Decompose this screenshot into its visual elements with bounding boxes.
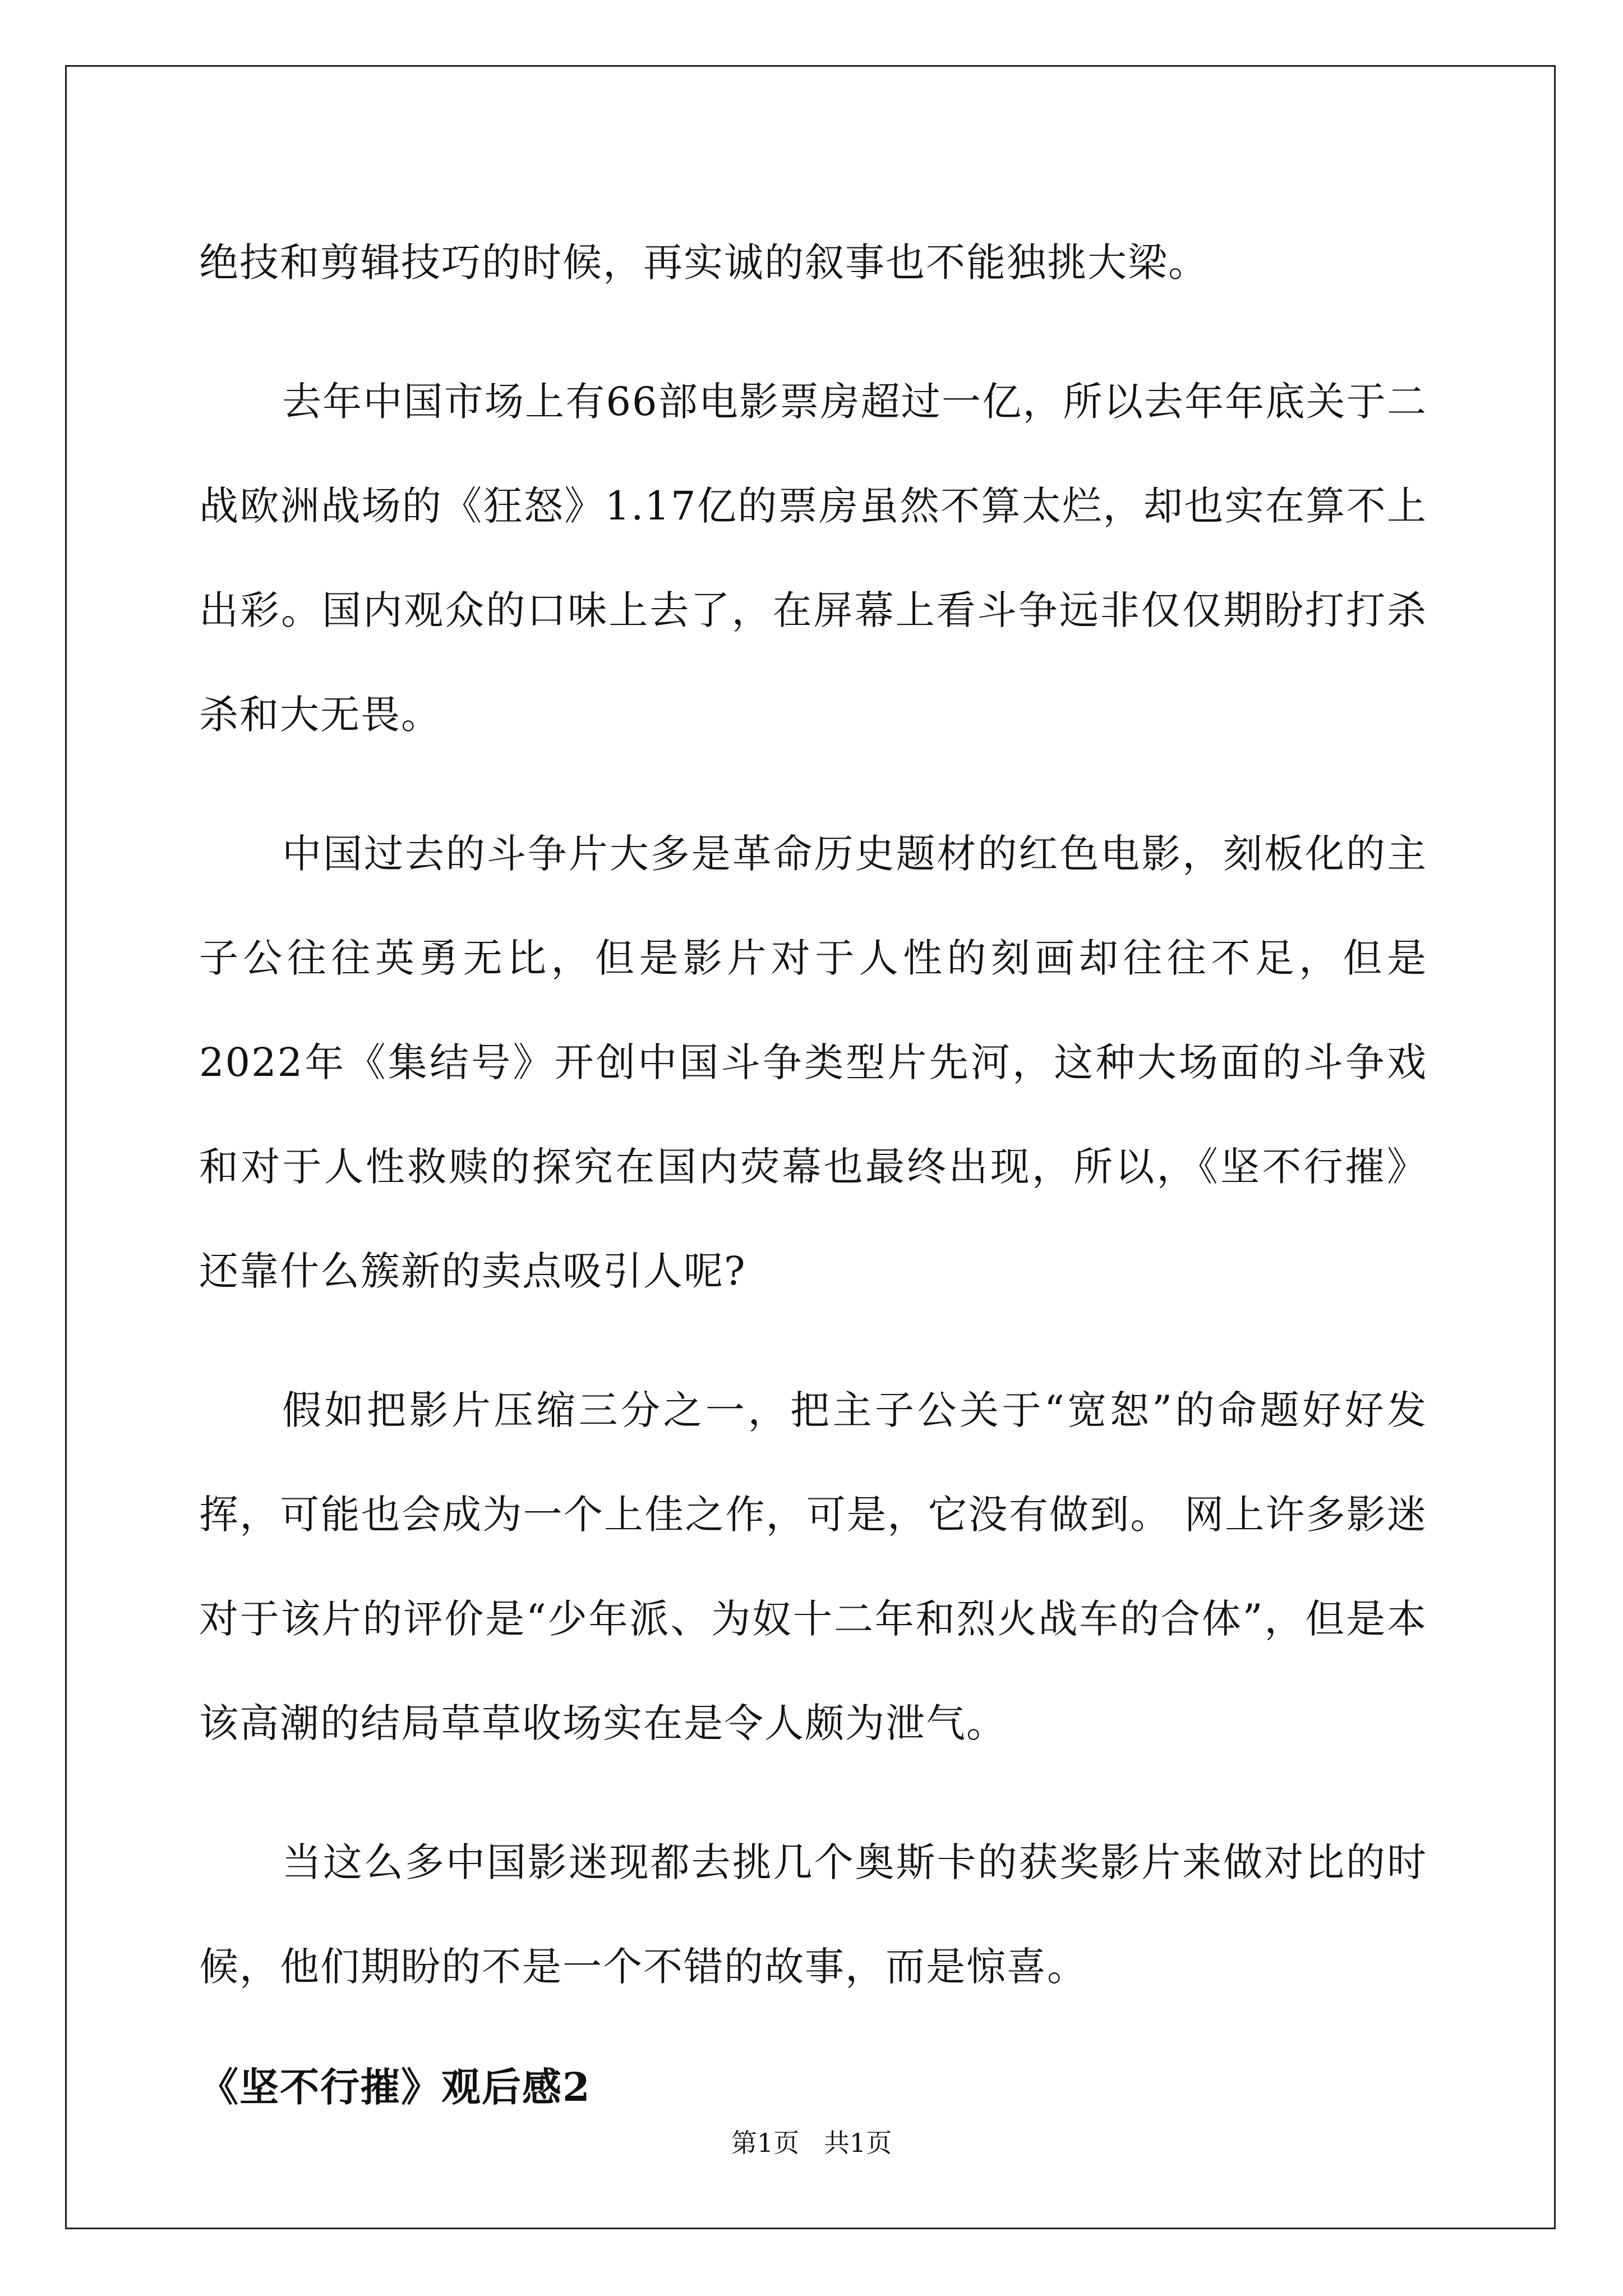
paragraph-4: 假如把影片压缩三分之一，把主子公关于“宽恕”的命题好好发挥，可能也会成为一个上佳之作，可是，它没有做到。 网上许多影迷对于该片的评价是“少年派、为奴十二年和烈火战车的合体”，但是本该高潮的结局草草收场实在是令人颇为泄气。 [199,1387,1427,1746]
page-footer: 第1页 共1页 [731,2128,892,2158]
section-heading: 《坚不行摧》观后感2 [199,2064,591,2110]
paragraph-3: 中国过去的斗争片大多是革命历史题材的红色电影，刻板化的主子公往往英勇无比，但是影片对于人性的刻画却往往不足，但是2022年《集结号》开创中国斗争类型片先河，这种大场面的斗争戏和对于人性救赎的探究在国内荧幕也最终出现，所以，《坚不行摧》还靠什么簇新的卖点吸引人呢? [199,831,1427,1294]
document-body [199,210,1427,2121]
paragraph-5: 当这么多中国影迷现都去挑几个奥斯卡的获奖影片来做对比的时候，他们期盼的不是一个不错的故事，而是惊喜。 [199,1839,1427,1990]
paragraph-2: 去年中国市场上有66部电影票房超过一亿，所以去年年底关于二战欧洲战场的《狂怒》1.17亿的票房虽然不算太烂，却也实在算不上出彩。国内观众的口味上去了，在屏幕上看斗争远非仅仅期盼打打杀杀和大无畏。 [199,379,1427,738]
paragraph-1: 绝技和剪辑技巧的时候，再实诚的叙事也不能独挑大梁。 [199,240,1209,286]
